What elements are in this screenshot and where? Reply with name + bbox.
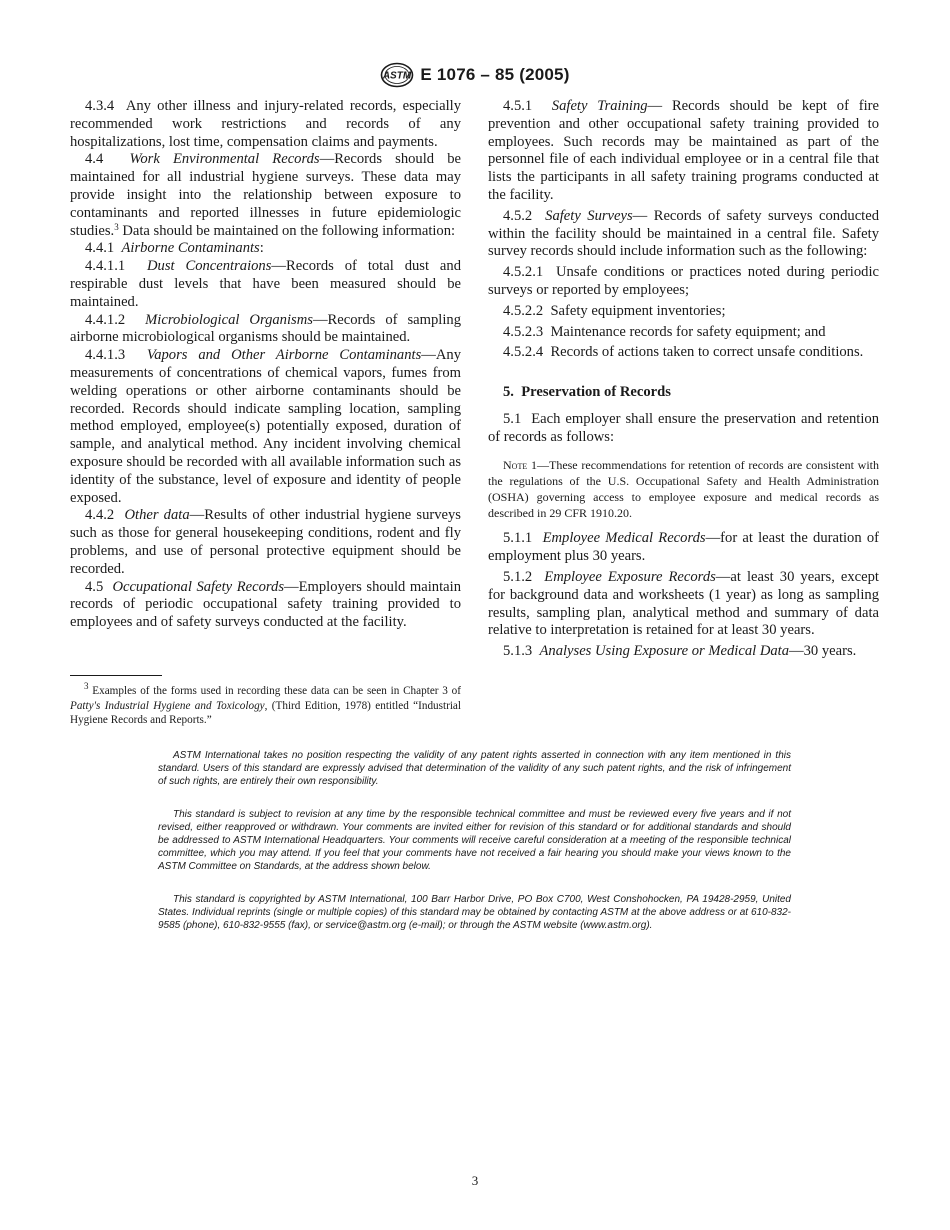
paragraph-4-5-2-4: 4.5.2.4 Records of actions taken to correct unsafe conditions. (503, 344, 864, 361)
right-column (488, 98, 879, 661)
paragraph-5-1-1: 5.1.1 Employee Medical Records—for at least the duration of employment plus 30 years. (488, 530, 879, 565)
note-1: Note 1—These recommendations for retention of records are consistent with the regulations of the U.S. Occupational Safety and Health Administration (OSHA) governing access to employee exposure and medical records as described in 29 CFR 1910.20. (488, 457, 879, 521)
paragraph-4-5-1: 4.5.1 Safety Training— Records should be kept of fire prevention and other occupational safety training provided to employees. Such records may be maintained as part of the personnel file of each individual employee or in a central file that lists the participants in all safety training programs conducted at the facility. (488, 98, 879, 203)
footnote-3: $^3$ Examples of the forms used in recording these data can be seen in Chapter 3 of Patty's Industrial Hygiene and Toxicology, (Third Edition, 1978) entitled “Industrial Hygiene Records and Reports.” (70, 681, 462, 727)
paragraph-4-5-2-3: 4.5.2.3 Maintenance records for safety equipment; and (503, 323, 826, 340)
paragraph-4-4: 4.4 Work Environmental Records—Records should be maintained for all industrial hygiene surveys. These data may provide insight into the relationship between exposure to contaminants and reported illnesses in future epidemiologic studies.$^3$ Data should be maintained on the following information: (70, 151, 461, 239)
astm-logo-icon (380, 62, 414, 88)
copyright-notice: This standard is copyrighted by ASTM International, 100 Barr Harbor Drive, PO Box C700, West Conshohocken, PA 19428-2959, United States. Individual reprints (single or multiple copies) of this standard may be obtained by contacting ASTM at the above address or at 610-832-9585 (phone), 610-832-9555 (fax), or service@astm.org (e-mail); or through the ASTM website (www.astm.org). (158, 894, 791, 931)
paragraph-4-4-1-2: 4.4.1.2 Microbiological Organisms—Records of sampling airborne microbiological organisms should be maintained. (70, 311, 461, 346)
page-number: 3 (471, 1173, 479, 1188)
paragraph-5-1-2: 5.1.2 Employee Exposure Records—at least 30 years, except for background data and worksheets (1 year) as long as sampling results, sampling plan, analytical method and summary of data relative to interpretation is retained for at least 30 years. (488, 568, 879, 639)
section-5-heading: 5. Preservation of Records (503, 384, 671, 401)
paragraph-4-5: 4.5 Occupational Safety Records—Employers should maintain records of periodic occupational safety training provided to employees and of safety surveys conducted at the facility. (70, 578, 461, 631)
paragraph-5-1: 5.1 Each employer shall ensure the preservation and retention of records as follows: (488, 410, 879, 445)
paragraph-4-3-4: 4.3.4 Any other illness and injury-related records, especially recommended work restrictions and records of any hospitalizations, lost time, compensation claims and payments. (70, 98, 461, 150)
paragraph-4-4-2: 4.4.2 Other data—Results of other industrial hygiene surveys such as those for general housekeeping conditions, rodent and fly problems, and use of personal protective equipment should be recorded. (70, 507, 461, 577)
paragraph-4-5-2-1: 4.5.2.1 Unsafe conditions or practices noted during periodic surveys or reported by employees; (488, 264, 879, 298)
patent-disclaimer: ASTM International takes no position respecting the validity of any patent rights asserted in connection with any item mentioned in this standard. Users of this standard are expressly advised that determination of the validity of any such patent rights, and the risk of infringement of such rights, are entirely their own responsibility. (158, 750, 791, 787)
standard-designation: E 1076 – 85 (2005) (420, 65, 570, 84)
paragraph-4-5-2-2: 4.5.2.2 Safety equipment inventories; (503, 302, 726, 319)
logo-text: ASTM (383, 70, 412, 82)
left-column (70, 98, 461, 632)
paragraph-4-4-1-3: 4.4.1.3 Vapors and Other Airborne Contaminants—Any measurements of concentrations of chemical vapors, fumes from welding operations or other airborne contaminants should be recorded. Records should indicate sampling location, sampling method employed, employee(s) potentially exposed, duration of sample, and analytical method. Any incident involving chemical exposure should be recorded with all available information such as identity of the substance, level of exposure and identity of people exposed. (70, 347, 461, 506)
paragraph-5-1-3: 5.1.3 Analyses Using Exposure or Medical Data—30 years. (503, 643, 857, 660)
paragraph-4-5-2: 4.5.2 Safety Surveys— Records of safety surveys conducted within the facility should be maintained in a central file. Safety survey records should include information such as the following: (488, 207, 879, 260)
footnote-divider (70, 675, 162, 676)
paragraph-4-4-1-1: 4.4.1.1 Dust Concentraions—Records of total dust and respirable dust levels that have been measured should be maintained. (70, 258, 462, 310)
revision-notice: This standard is subject to revision at any time by the responsible technical committee and must be reviewed every five years and if not revised, either reapproved or withdrawn. Your comments are invited either for revision of this standard or for additional standards and should be addressed to ASTM International Headquarters. Your comments will receive careful consideration at a meeting of the responsible technical committee, which you may attend. If you feel that your comments have not received a fair hearing you should make your views known to the ASTM Committee on Standards, at the address shown below. (158, 809, 791, 872)
paragraph-4-4-1: 4.4.1 Airborne Contaminants: (85, 240, 264, 257)
page-header (0, 62, 950, 93)
